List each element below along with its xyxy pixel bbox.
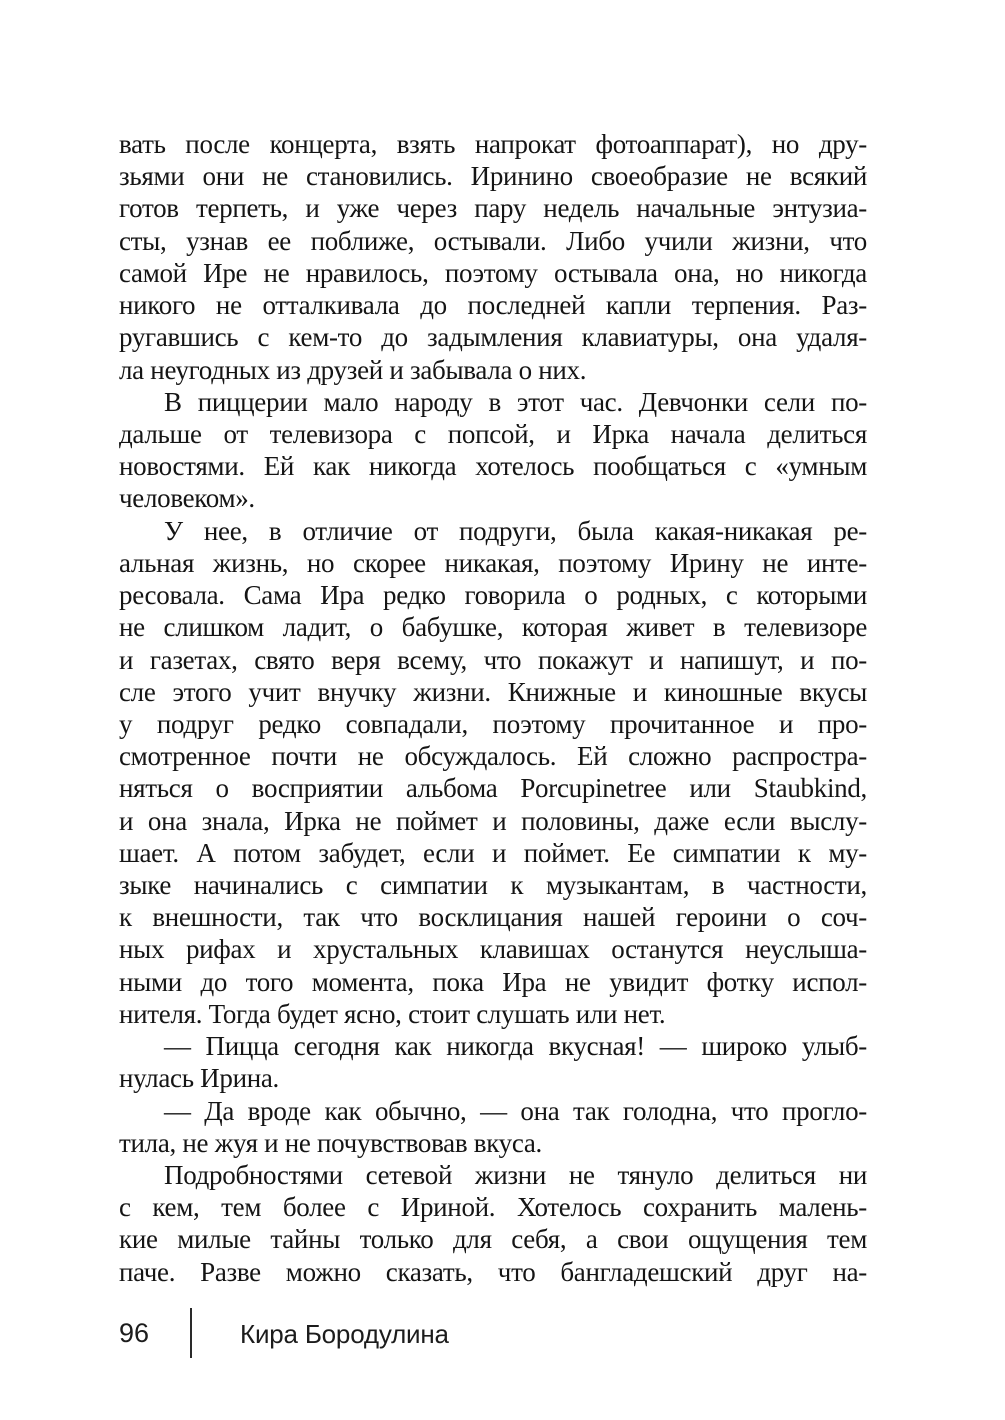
text-line: сты, узнав ее поближе, остывали. Либо учили жизни, что [119, 225, 867, 256]
text-line: нулась Ирина. [119, 1063, 279, 1094]
page-text [119, 128, 867, 1288]
text-line: Подробностями сетевой жизни не тянуло делиться ни [164, 1160, 867, 1190]
text-line: новостями. Ей как никогда хотелось пообщаться с «умным [119, 451, 867, 482]
text-line: сле этого учит внучку жизни. Книжные и киношные вкусы [119, 676, 867, 707]
text-line: ругавшись с кем-то до задымления клавиатуры, она удаля- [119, 322, 867, 353]
text-line: у подруг редко совпадали, поэтому прочитанное и про- [119, 708, 867, 739]
text-line: дальше от телевизора с попсой, и Ирка начала делиться [119, 418, 867, 449]
author-name: Кира Бородулина [240, 1319, 449, 1349]
text-line: кие милые тайны только для себя, а свои ощущения тем [119, 1224, 867, 1255]
text-line: и газетах, свято веря всему, что покажут и напишут, и по- [119, 644, 867, 675]
text-line: готов терпеть, и уже через пару недель начальные энтузиа- [119, 193, 867, 224]
text-line: не слишком ладит, о бабушке, которая живет в телевизоре [119, 612, 867, 643]
text-line: альная жизнь, но скорее никакая, поэтому Ирину не инте- [119, 547, 867, 578]
text-line: паче. Разве можно сказать, что бангладешский друг на- [119, 1256, 867, 1287]
text-line: никого не отталкивала до последней капли терпения. Раз- [119, 290, 867, 321]
text-line: с кем, тем более с Ириной. Хотелось сохранить малень- [119, 1192, 867, 1223]
text-line: тила, не жуя и не почувствовав вкуса. [119, 1127, 542, 1158]
text-line: смотренное почти не обсуждалось. Ей сложно распростра- [119, 741, 867, 772]
text-line: — Пицца сегодня как никогда вкусная! — широко улыб- [164, 1031, 867, 1062]
text-line: ных рифах и хрустальных клавишах останутся неуслыша- [119, 934, 867, 965]
text-line: человеком». [119, 483, 255, 514]
text-line: ными до того момента, пока Ира не увидит фотку испол- [119, 966, 867, 997]
text-line: ла неугодных из друзей и забывала о них. [119, 354, 587, 385]
text-line: к внешности, так что восклицания нашей героини о соч- [119, 902, 867, 933]
text-line: — Да вроде как обычно, — она так голодна, что прогло- [164, 1095, 867, 1126]
text-line: нителя. Тогда будет ясно, стоит слушать или нет. [119, 998, 666, 1029]
footer-divider [190, 1308, 192, 1358]
text-line: вать после концерта, взять напрокат фотоаппарат), но дру- [119, 129, 867, 159]
text-line: У нее, в отличие от подруги, была какая-никакая ре- [164, 515, 867, 546]
text-line: няться о восприятии альбома Porcupinetree или Staubkind, [119, 773, 867, 804]
text-line: зьями они не становились. Иринино своеобразие не всякий [119, 161, 867, 192]
text-line: зыке начинались с симпатии к музыкантам, в частности, [119, 870, 867, 901]
text-line: В пиццерии мало народу в этот час. Девчонки сели по- [164, 386, 867, 417]
text-line: ресовала. Сама Ира редко говорила о родных, с которыми [119, 580, 867, 611]
text-line: шает. А потом забудет, если и поймет. Ее симпатии к му- [119, 837, 867, 868]
text-line: самой Ире не нравилось, поэтому остывала она, но никогда [119, 257, 867, 288]
text-line: и она знала, Ирка не поймет и половины, даже если выслу- [119, 805, 867, 836]
page-number: 96 [119, 1318, 150, 1348]
